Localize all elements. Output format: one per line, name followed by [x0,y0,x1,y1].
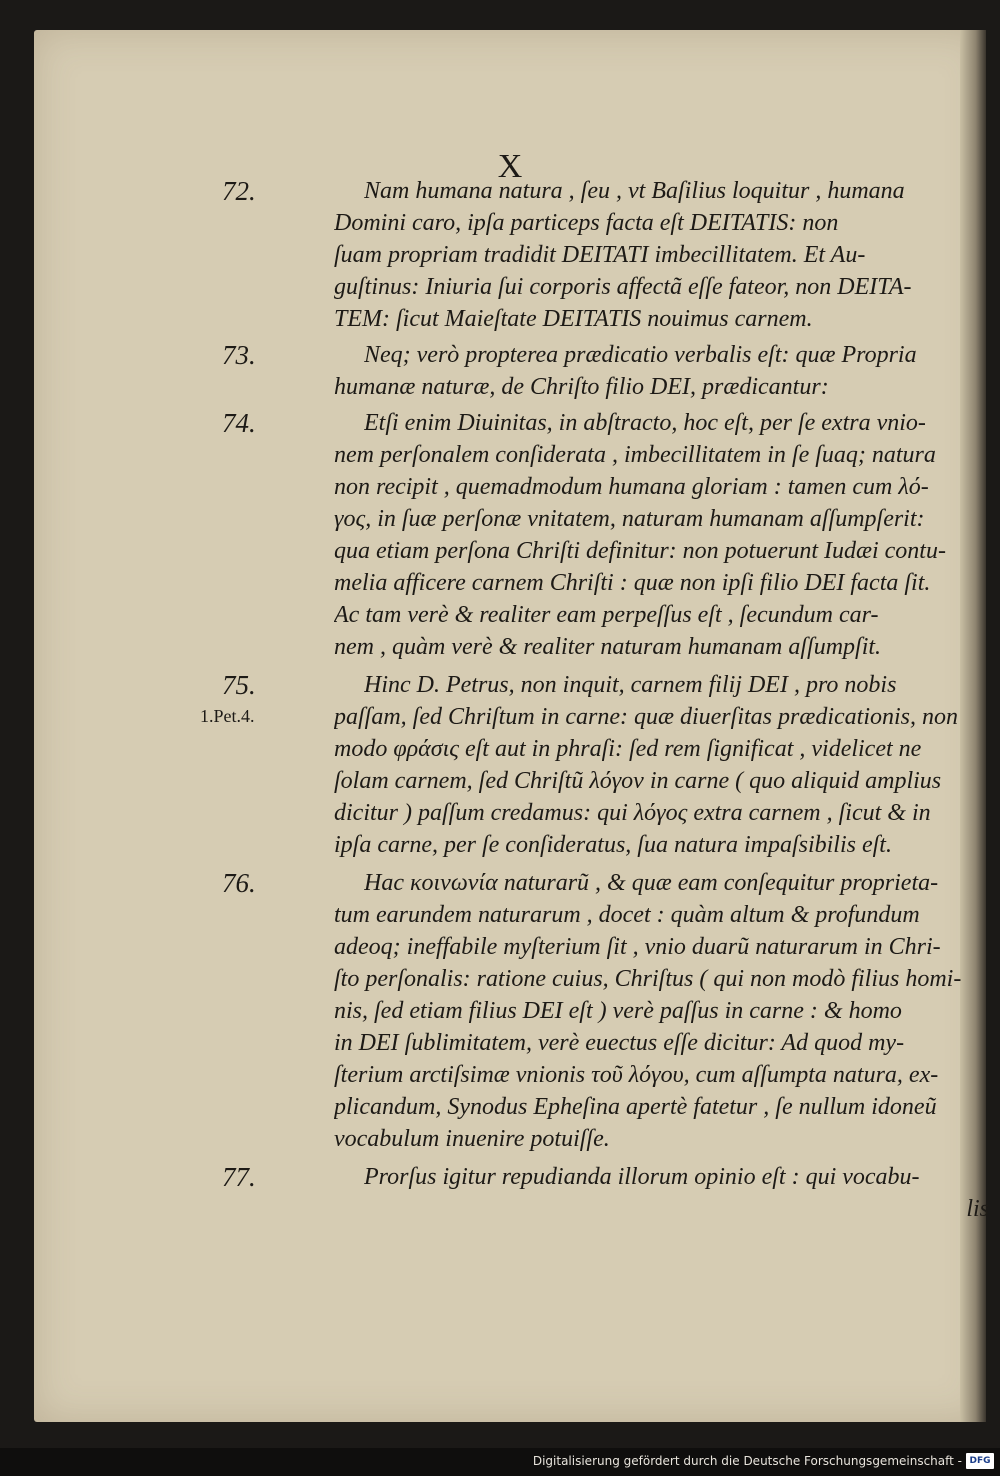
paragraph-number: 76. [222,868,256,898]
text-line: Domini caro, ipſa particeps facta eſt DEITATIS: non [334,210,839,236]
text-line: Hac κοινωνία naturarũ , & quæ eam conſequitur proprieta- [364,870,939,896]
text-line: dicitur ) paſſum credamus: qui λόγος extra carnem , ſicut & in [334,800,931,826]
text-line: non recipit , quemadmodum humana gloriam : tamen cum λό- [334,474,929,500]
catchword: lis [966,1196,989,1222]
paragraph-number: 77. [222,1162,256,1192]
text-line: adeoq; ineffabile myſterium ſit , vnio duarũ naturarum in Chri- [334,934,941,960]
text-line: Etſi enim Diuinitas, in abſtracto, hoc eſt, per ſe extra vnio- [364,410,926,436]
text-line: γος, in ſuæ perſonæ vnitatem, naturam humanam aſſumpſerit: [334,506,925,532]
text-line: Neq; verò propterea prædicatio verbalis eſt: quæ Propria [364,342,917,368]
text-line: ſuam propriam tradidit DEITATI imbecillitatem. Et Au- [334,242,866,268]
paragraph-number: 74. [222,408,256,438]
footer-bar [0,1448,1000,1476]
text-line: TEM: ſicut Maieſtate DEITATIS nouimus carnem. [334,306,813,332]
text-line: guſtinus: Iniuria ſui corporis affectã eſſe fateor, non DEITA- [334,274,912,300]
text-line: in DEI ſublimitatem, verè euectus eſſe dicitur: Ad quod my- [334,1030,905,1056]
funding-note: Digitalisierung gefördert durch die Deutsche Forschungsgemeinschaft - [532,1454,962,1468]
text-line: vocabulum inuenire potuiſſe. [334,1126,610,1152]
text-line: humanæ naturæ, de Chriſto filio DEI, prædicantur: [334,374,829,400]
margin-reference: 1.Pet.4. [200,706,255,726]
paragraph-number: 72. [222,176,256,206]
book-page [34,30,989,1422]
text-line: plicandum, Synodus Epheſina apertè fatetur , ſe nullum idoneũ [334,1094,937,1120]
paragraph-number: 73. [222,340,256,370]
text-line: nem perſonalem conſiderata , imbecillitatem in ſe ſuaq; natura [334,442,936,468]
text-line: nem , quàm verè & realiter naturam humanam aſſumpſit. [334,634,882,660]
text-line: modo φράσις eſt aut in phraſi: ſed rem ſignificat , videlicet ne [334,736,922,762]
text-line: qua etiam perſona Chriſti definitur: non potuerunt Iudæi contu- [334,538,946,564]
text-line: paſſam, ſed Chriſtum in carne: quæ diuerſitas prædicationis, non [334,704,958,730]
text-line: Ac tam verè & realiter eam perpeſſus eſt , ſecundum car- [334,602,879,628]
text-line: ſterium arctiſsimæ vnionis τοῦ λόγου, cum aſſumpta natura, ex- [334,1062,939,1088]
paragraph-number: 75. [222,670,256,700]
text-line: ipſa carne, per ſe conſideratus, ſua natura impaſsibilis eſt. [334,832,892,858]
text-line: ſto perſonalis: ratione cuius, Chriſtus ( qui non modò filius homi- [334,966,962,992]
dfg-logo: DFG [966,1453,994,1469]
signature-mark: X [497,148,523,185]
text-line: nis, ſed etiam filius DEI eſt ) verè paſſus in carne : & homo [334,998,902,1024]
text-line: tum earundem naturarum , docet : quàm altum & profundum [334,902,920,928]
text-line: ſolam carnem, ſed Chriſtũ λόγον in carne ( quo aliquid amplius [334,768,942,794]
text-line: Prorſus igitur repudianda illorum opinio eſt : qui vocabu- [364,1164,920,1190]
text-line: melia afficere carnem Chriſti : quæ non ipſi filio DEI facta ſit. [334,570,931,596]
text-line: Hinc D. Petrus, non inquit, carnem filij DEI , pro nobis [364,672,897,698]
text-line: Nam humana natura , ſeu , vt Baſilius loquitur , humana [364,178,905,204]
